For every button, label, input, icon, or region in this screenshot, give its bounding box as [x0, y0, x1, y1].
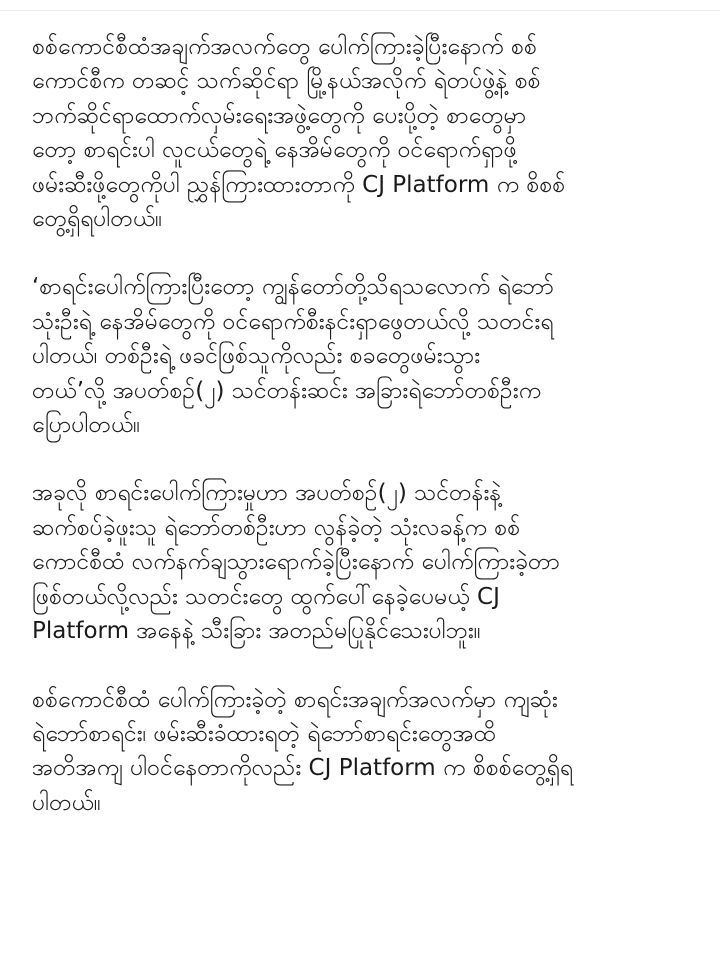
text-line: ပါတယ်။ — [32, 789, 101, 816]
text-line: စစ်ကောင်စီထံအချက်အလက်တွေ ပေါက်ကြားခဲ့ပြီးနောက် စစ် — [32, 34, 537, 60]
text-line: ဘက်ဆိုင်ရာထောက်လှမ်းရေးအဖွဲ့တွေကို ပေးပို့တဲ့ စာတွေမှာ — [32, 102, 527, 129]
text-line: ကောင်စီက တဆင့် သက်ဆိုင်ရာ မြို့နယ်အလိုက် ရဲတပ်ဖွဲ့နဲ့ စစ် — [32, 68, 541, 95]
text-line: သုံးဦးရဲ့ နေအိမ်တွေကို ဝင်ရောက်စီးနင်းရှာဖွေတယ်လို့ သတင်းရ — [32, 308, 554, 335]
text-line: တယ်’လို့ အပတ်စဉ်(၂) သင်တန်းဆင်း အခြားရဲဘော်တစ်ဦးက — [32, 377, 542, 404]
text-line: ဖြစ်တယ်လို့လည်း သတင်းတွေ ထွက်ပေါ်နေခဲ့ပေမယ့် CJ — [32, 583, 500, 610]
paragraph-4 — [32, 683, 692, 821]
text-line: ပြောပါတယ်။ — [32, 412, 141, 439]
article-body — [32, 30, 692, 854]
text-line: ရဲဘော်စာရင်း၊ ဖမ်းဆီးခံထားရတဲ့ ရဲဘော်စာရင်းတွေအထိ — [32, 720, 496, 747]
paragraph-2-quote — [32, 270, 692, 442]
text-line: တွေ့ရှိရပါတယ်။ — [32, 206, 163, 233]
paragraph-1 — [32, 30, 692, 236]
text-line: အခုလို စာရင်းပေါက်ကြားမှုဟာ အပတ်စဉ်(၂) သင်တန်းနဲ့ — [32, 480, 502, 507]
text-line: ဖမ်းဆီးဖို့တွေကိုပါ ညွှန်ကြားထားတာကို CJ Platform က စိစစ် — [32, 171, 566, 198]
text-line: Platform အနေနဲ့ သီးခြား အတည်မပြုနိုင်သေးပါဘူး။ — [32, 618, 481, 645]
paragraph-3 — [32, 476, 692, 648]
text-line: အတိအကျ ပါဝင်နေတာကိုလည်း CJ Platform က စိစစ်တွေ့ရှိရ — [32, 755, 573, 782]
text-line: စစ်ကောင်စီထံ ပေါက်ကြားခဲ့တဲ့ စာရင်းအချက်အလက်မှာ ကျဆုံး — [32, 686, 558, 713]
top-divider — [0, 10, 720, 11]
text-line: ပါတယ်၊ တစ်ဦးရဲ့ ဖခင်ဖြစ်သူကိုလည်း စခတွေဖမ်းသွား — [32, 343, 481, 370]
text-line: ‘စာရင်းပေါက်ကြားပြီးတော့ ကျွန်တော်တို့သိရသလောက် ရဲဘော် — [32, 274, 554, 301]
text-line: တော့ စာရင်းပါ လူငယ်တွေရဲ့ နေအိမ်တွေကို ဝင်ရောက်ရှာဖို့ — [32, 137, 517, 164]
text-line: ကောင်စီထံ လက်နက်ချသွားရောက်ခဲ့ပြီးနောက် ပေါက်ကြားခဲ့တာ — [32, 549, 560, 576]
text-line: ဆက်စပ်ခဲ့ဖူးသူ ရဲဘော်တစ်ဦးဟာ လွန်ခဲ့တဲ့ သုံးလခန့်က စစ် — [32, 514, 521, 541]
